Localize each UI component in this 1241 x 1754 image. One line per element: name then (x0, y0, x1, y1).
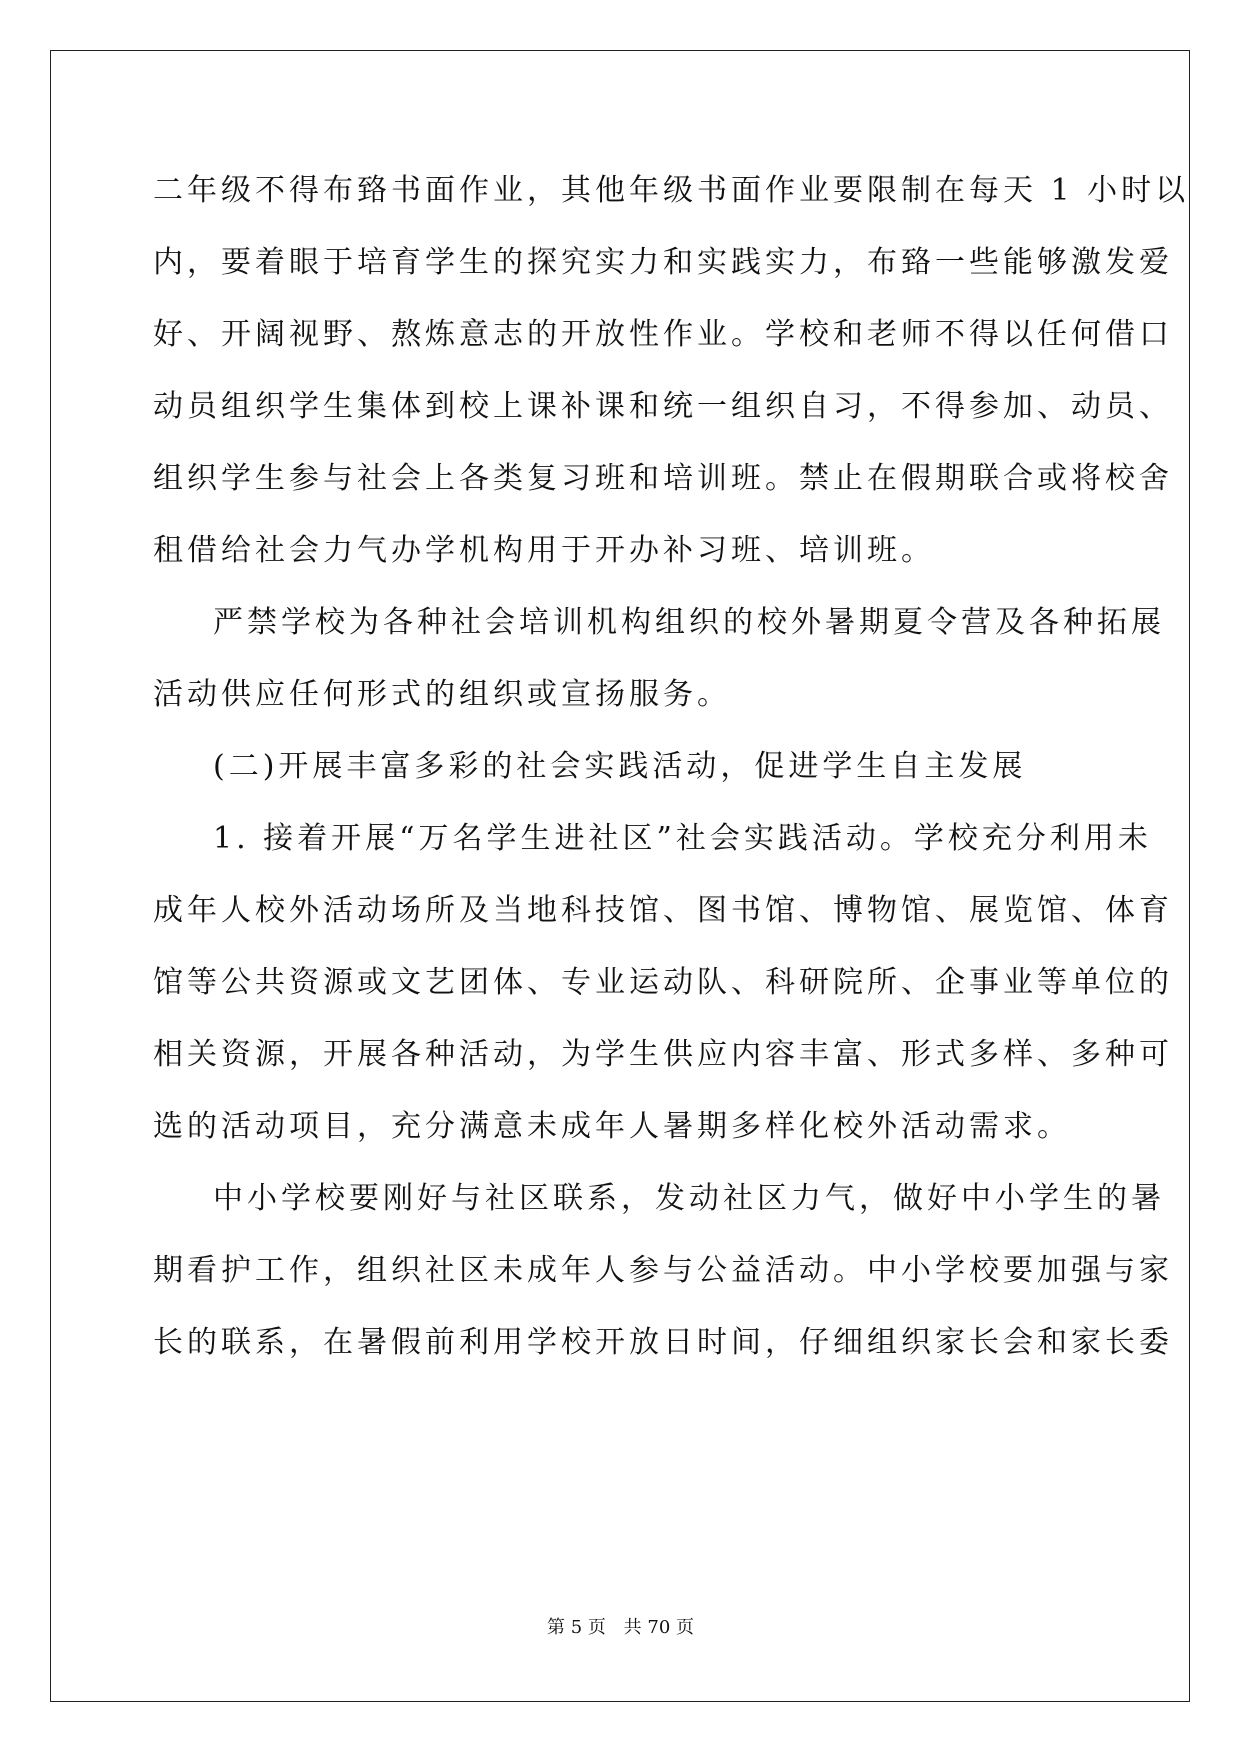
text-line: 内，要着眼于培育学生的探究实力和实践实力，布臵一些能够激发爱 (153, 245, 1173, 280)
text-line: 期看护工作，组织社区未成年人参与公益活动。中小学校要加强与家 (153, 1253, 1173, 1288)
text-line: 相关资源，开展各种活动，为学生供应内容丰富、形式多样、多种可 (153, 1037, 1173, 1072)
text-line: 组织学生参与社会上各类复习班和培训班。禁止在假期联合或将校舍 (153, 461, 1173, 496)
text-line: 成年人校外活动场所及当地科技馆、图书馆、博物馆、展览馆、体育 (153, 893, 1173, 928)
text-line: 1. 接着开展“万名学生进社区”社会实践活动。学校充分利用未 (213, 821, 1152, 856)
text-line: 长的联系，在暑假前利用学校开放日时间，仔细组织家长会和家长委 (153, 1325, 1173, 1360)
text-line: 活动供应任何形式的组织或宣扬服务。 (153, 677, 731, 712)
text-line: 动员组织学生集体到校上课补课和统一组织自习，不得参加、动员、 (153, 389, 1173, 424)
page-frame (50, 50, 1190, 1702)
page-number: 第 5 页 (547, 1617, 606, 1638)
text-line: 选的活动项目，充分满意未成年人暑期多样化校外活动需求。 (153, 1109, 1071, 1144)
section-heading: (二)开展丰富多彩的社会实践活动，促进学生自主发展 (213, 749, 1027, 784)
text-line: 中小学校要刚好与社区联系，发动社区力气，做好中小学生的暑 (213, 1181, 1165, 1216)
text-line: 好、开阔视野、熬炼意志的开放性作业。学校和老师不得以任何借口 (153, 317, 1173, 352)
text-line: 二年级不得布臵书面作业，其他年级书面作业要限制在每天 1 小时以 (153, 173, 1190, 208)
page-footer (0, 1613, 1241, 1639)
text-line: 严禁学校为各种社会培训机构组织的校外暑期夏令营及各种拓展 (213, 605, 1165, 640)
text-line: 租借给社会力气办学机构用于开办补习班、培训班。 (153, 533, 935, 568)
total-pages: 共 70 页 (623, 1617, 694, 1638)
text-line: 馆等公共资源或文艺团体、专业运动队、科研院所、企事业等单位的 (153, 965, 1173, 1000)
